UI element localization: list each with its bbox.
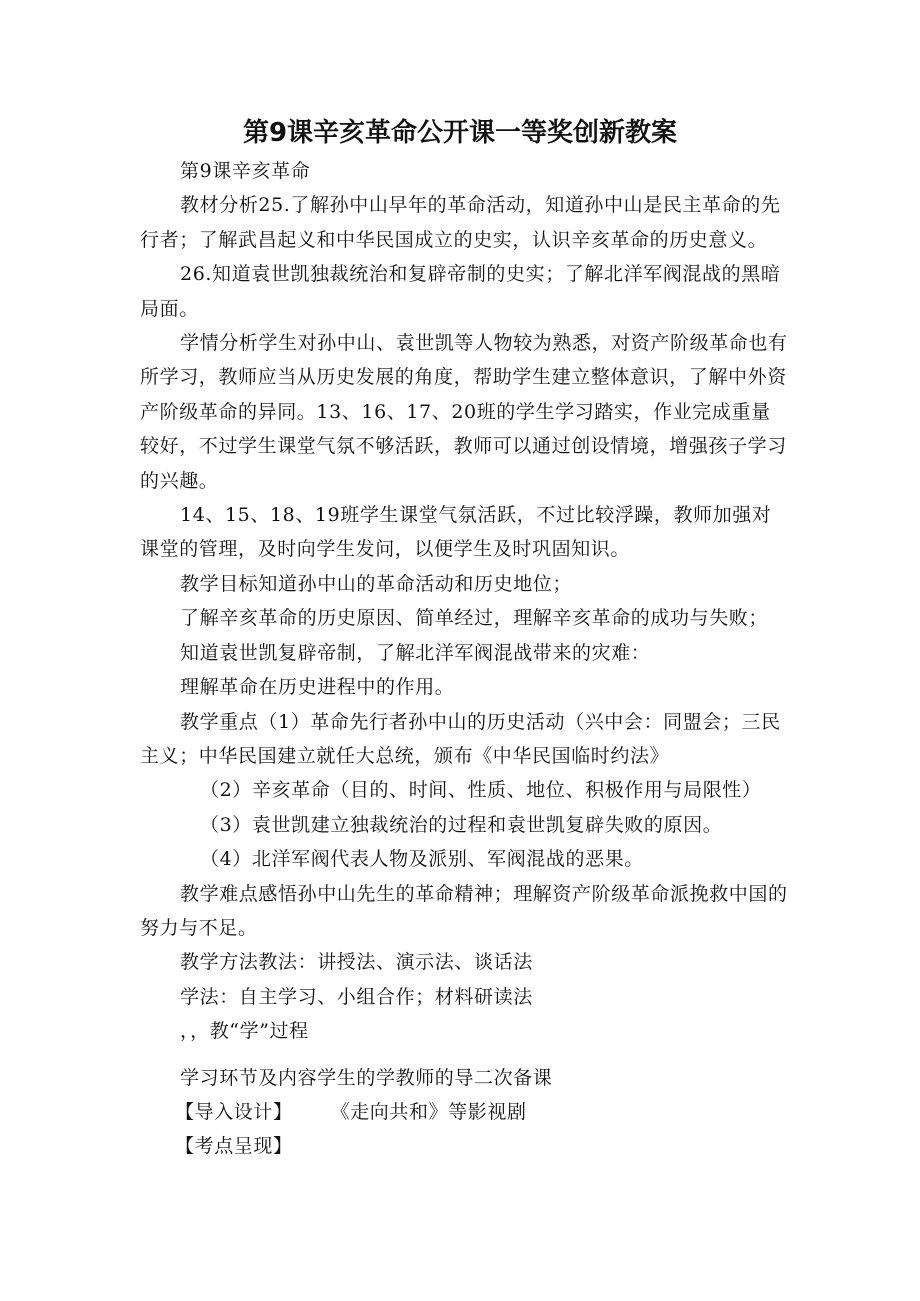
paragraph-student-1: 学情分析学生对孙中山、袁世凯等人物较为熟悉，对资产阶级革命也有所学习，教师应当从历史发展的角度，帮助学生建立整体意识，了解中外资产阶级革命的异同。13、16、17、20班的学生学习踏实，作业完成重量较好，不过学生课堂气氛不够活跃，教师可以通过创设情境，增强孩子学习的兴趣。: [140, 332, 788, 492]
method-line-1: 教学方法教法：讲授法、演示法、谈话法: [180, 951, 533, 974]
key-point-3: （3）袁世凯建立独裁统治的过程和袁世凯复辟失败的原因。: [200, 813, 723, 836]
document-body: [140, 154, 790, 1164]
intro-text: 《走向共和》等影视剧: [330, 1100, 527, 1123]
key-point-2: （2）辛亥革命（目的、时间、性质、地位、积极作用与局限性）: [200, 779, 762, 802]
intro-label: 【导入设计】: [175, 1100, 293, 1123]
goal-line-2: 了解辛亥革命的历史原因、简单经过，理解辛亥革命的成功与失败；: [180, 607, 769, 630]
goal-line-3: 知道袁世凯复辟帝制，了解北洋军阀混战带来的灾难：: [180, 641, 651, 664]
goal-line-1: 教学目标知道孙中山的革命活动和历史地位；: [180, 572, 573, 595]
key-point-4: （4）北洋军阀代表人物及派别、军阀混战的恶果。: [200, 848, 644, 871]
paragraph-analysis-1: 教材分析25.了解孙中山早年的革命活动，知道孙中山是民主革命的先行者；了解武昌起义和中华民国成立的史实，认识辛亥革命的历史意义。: [140, 194, 781, 251]
key-point-1: 教学重点（1）革命先行者孙中山的历史活动（兴中会：同盟会；三民主义；中华民国建立就任大总统，颁布《中华民国临时约法》: [140, 710, 781, 767]
goal-line-4: 理解革命在历史进程中的作用。: [180, 676, 455, 699]
paragraph-analysis-2: 26.知道袁世凯独裁统治和复辟帝制的史实；了解北洋军阀混战的黑暗局面。: [140, 263, 781, 320]
method-line-2: 学法：自主学习、小组合作；材料研读法: [180, 985, 533, 1008]
process-line: ，，教“学”过程: [180, 1020, 309, 1043]
lesson-subtitle: 第9课辛亥革命: [180, 160, 311, 182]
intro-row: [140, 1095, 790, 1129]
paragraph-student-2: 14、15、18、19班学生课堂气氛活跃，不过比较浮躁，教师加强对课堂的管理，及时向学生发问，以便学生及时巩固知识。: [140, 504, 772, 561]
table-header-line: 学习环节及内容学生的学教师的导二次备课: [180, 1066, 553, 1089]
exam-label: 【考点呈现】: [175, 1135, 293, 1158]
difficulty-paragraph: 教学难点感悟孙中山先生的革命精神；理解资产阶级革命派挽救中国的努力与不足。: [140, 882, 788, 939]
document-title: 第9课辛亥革命公开课一等奖创新教案: [242, 118, 678, 148]
